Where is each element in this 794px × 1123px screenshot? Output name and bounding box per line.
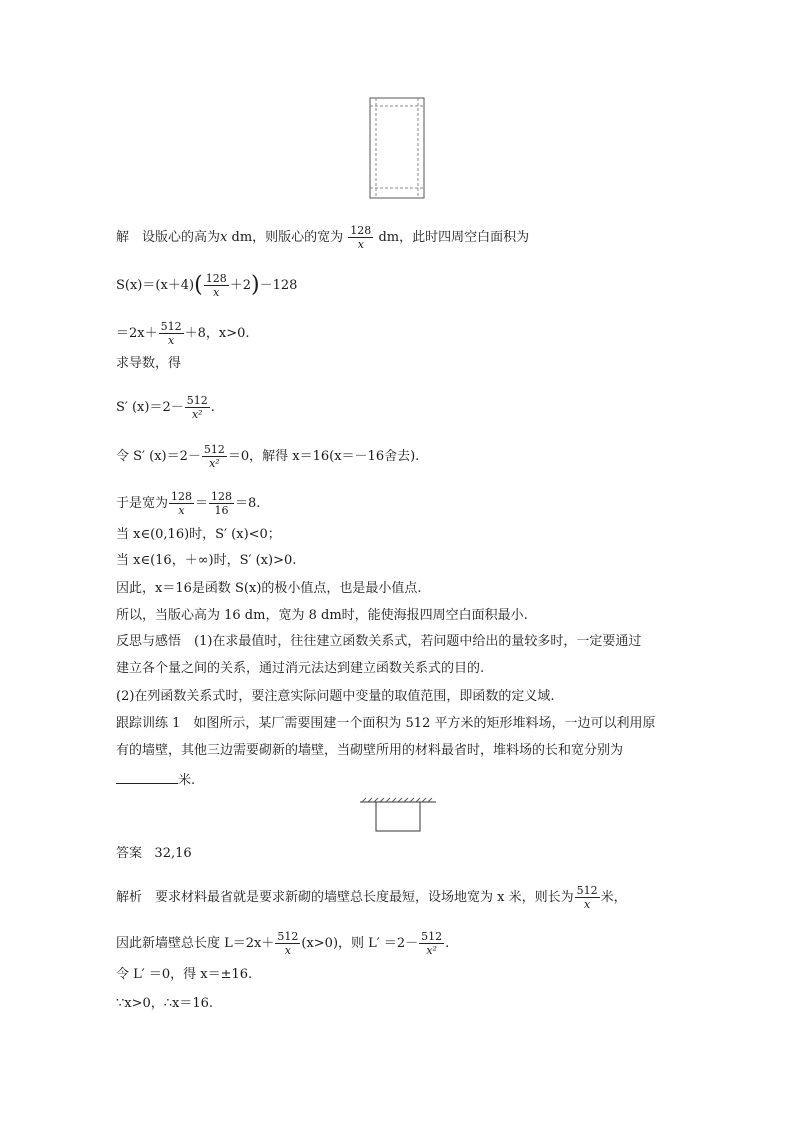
- area-simplified: [116, 320, 250, 347]
- exercise-1: [116, 715, 655, 733]
- analysis-1: [116, 884, 627, 911]
- text: 建立各个量之间的关系，通过消元法达到建立函数关系式的目的.: [116, 661, 485, 676]
- fraction: $\frac{512}{x}$: [277, 930, 299, 957]
- reflection-2: [116, 660, 484, 678]
- text: 求导数，得: [116, 356, 182, 371]
- text: 32,16: [154, 846, 192, 861]
- derivative-zero: [116, 443, 419, 470]
- text: (2)在列函数关系式时，要注意实际问题中变量的取值范围，即函数的定义域.: [116, 689, 555, 704]
- width-line: [116, 490, 260, 517]
- text: .: [445, 936, 450, 951]
- derivative-heading: [116, 355, 181, 373]
- text: S(x)＝(x＋4): [116, 278, 195, 293]
- text: 有的墙壁，其他三边需要砌新的墙壁，当砌壁所用的材料最省时，堆料场的长和宽分别为: [116, 743, 624, 758]
- fraction: $\frac{128}{x}$: [171, 490, 193, 517]
- solution-line-1: [116, 224, 529, 251]
- fraction: $\frac{512}{x}$: [576, 884, 598, 911]
- exercise-2: [116, 742, 623, 760]
- text: 所以，当版心高为 16 dm，宽为 8 dm时，能使海报四周空白面积最小.: [116, 608, 528, 623]
- area-formula: S(x)＝(x＋4)( $\frac{128}{x}$ ＋2)－128: [116, 272, 298, 299]
- fraction: $\frac{512}{\text{x²}}$: [186, 394, 208, 421]
- fraction: $\frac{128}{x}$: [205, 272, 227, 299]
- poster-figure: [368, 96, 426, 200]
- text: 答案: [116, 846, 143, 861]
- text: 解析 要求材料最省就是要求新砌的墙壁总长度最短，设场地宽为 x 米，则长为: [116, 890, 574, 905]
- text: 跟踪训练 1 如图所示，某厂需要围建一个面积为 512 平方米的矩形堆料场，一边可以利用原: [116, 716, 656, 731]
- text: ＝: [195, 496, 209, 511]
- reflection-3: [116, 688, 555, 706]
- yard-figure: [358, 797, 438, 835]
- derivative-formula: [116, 394, 215, 421]
- text: 当 x∈(0,16)时，S′ (x)<0；: [116, 527, 281, 542]
- text: 因此，x＝16是函数 S(x)的极小值点，也是最小值点.: [116, 581, 422, 596]
- exercise-3: [116, 771, 195, 790]
- text: .: [210, 400, 215, 415]
- text: S′ (x)＝2－: [116, 400, 184, 415]
- text: 于是宽为: [116, 496, 169, 511]
- text: 反思与感悟 (1)在求最值时，往往建立函数关系式，若问题中给出的量较多时，一定要通过: [116, 634, 642, 649]
- text: dm，此时四周空白面积为: [378, 230, 530, 245]
- text: ＝0，解得 x＝16(x＝－16舍去).: [227, 449, 420, 464]
- answer-line: [116, 845, 192, 863]
- conclusion-2: [116, 607, 528, 625]
- text: (x>0)，则 L′ ＝2－: [301, 936, 419, 951]
- text: 令 L′ ＝0，得 x＝±16.: [116, 967, 253, 982]
- fraction: $\frac{512}{\text{x²}}$: [203, 443, 225, 470]
- text: －128: [259, 278, 298, 293]
- text: ∵x>0，∴x＝16.: [116, 996, 214, 1011]
- text: ＋2: [229, 278, 252, 293]
- text: 令 S′ (x)＝2－: [116, 449, 201, 464]
- reflection-1: [116, 633, 641, 651]
- text: ＋8，x>0.: [184, 326, 250, 341]
- analysis-3: [116, 966, 252, 984]
- text: 当 x∈(16，＋∞)时，S′ (x)>0.: [116, 553, 297, 568]
- text: dm，则版心的宽为: [227, 230, 344, 245]
- fraction: $\frac{512}{x}$: [160, 320, 182, 347]
- fraction: $\frac{128}{x}$: [350, 224, 372, 251]
- conclusion-1: [116, 580, 422, 598]
- text: 米，: [600, 890, 627, 905]
- sign-line-1: [116, 526, 281, 544]
- sign-line-2: [116, 552, 296, 570]
- analysis-2: [116, 930, 449, 957]
- fraction: $\frac{128}{16}$: [211, 490, 233, 517]
- answer-blank: [116, 771, 178, 784]
- analysis-4: [116, 995, 213, 1013]
- text: 米.: [178, 773, 196, 788]
- text: 解 设版心的高为: [116, 230, 221, 245]
- text: ＝8.: [235, 496, 261, 511]
- text: 因此新墙壁总长度 L＝2x＋: [116, 936, 275, 951]
- fraction: $\frac{512}{\text{x²}}$: [421, 930, 443, 957]
- text: ＝2x＋: [116, 326, 158, 341]
- text: x: [220, 230, 228, 245]
